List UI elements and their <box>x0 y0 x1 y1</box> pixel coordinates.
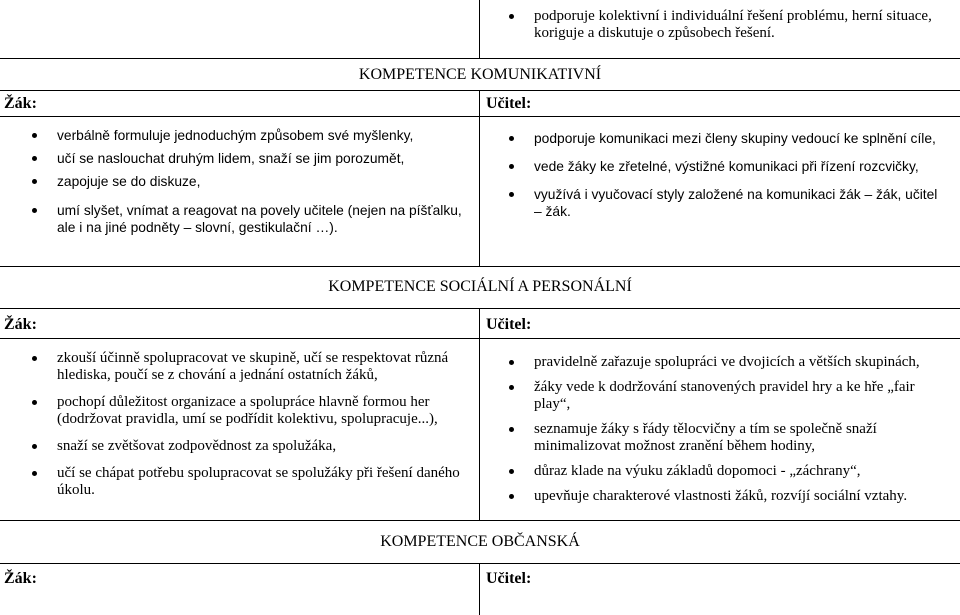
komunikativni-zak-list <box>30 127 470 236</box>
ucitel-label: Učitel: <box>486 570 532 587</box>
list-item: využívá i vyučovací styly založené na komunikaci žák – žák, učitel – žák. <box>507 186 947 220</box>
section-title-komunikativni: KOMPETENCE KOMUNIKATIVNÍ <box>358 66 602 83</box>
ucitel-label: Učitel: <box>486 316 532 333</box>
list-item: žáky vede k dodržování stanovených pravidel hry a ke hře „fair play“, <box>507 379 952 413</box>
list-item: podporuje kolektivní i individuální řešení problému, herní situace, koriguje a diskutuje o způsobech řešení. <box>507 8 947 42</box>
socialni-zak-list <box>30 350 470 499</box>
rule <box>0 116 960 117</box>
list-item: důraz klade na výuku základů dopomoci - „záchrany“, <box>507 463 952 480</box>
rule <box>0 563 960 564</box>
rule <box>0 520 960 521</box>
list-item: učí se chápat potřebu spolupracovat se spolužáky při řešení daného úkolu. <box>30 465 470 499</box>
section-title-socialni: KOMPETENCE SOCIÁLNÍ A PERSONÁLNÍ <box>328 278 632 295</box>
column-divider <box>479 90 480 266</box>
list-item: snaží se zvětšovat zodpovědnost za spolužáka, <box>30 438 470 455</box>
list-item: pravidelně zařazuje spolupráci ve dvojicích a větších skupinách, <box>507 354 952 371</box>
list-item: pochopí důležitost organizace a spolupráce hlavně formou her (dodržovat pravidla, umí se podřídit kolektivu, spolupracuje...), <box>30 394 470 428</box>
zak-label: Žák: <box>4 316 37 333</box>
column-divider <box>479 563 480 615</box>
list-item: umí slyšet, vnímat a reagovat na povely učitele (nejen na píšťalku, ale i na jiné podněty – slovní, gestikulační …). <box>30 202 470 236</box>
top-divider <box>479 0 480 58</box>
rule <box>0 90 960 91</box>
rule <box>0 266 960 267</box>
list-item: vede žáky ke zřetelné, výstižné komunikaci při řízení rozcvičky, <box>507 158 947 175</box>
top-right-list <box>507 8 947 42</box>
list-item: verbálně formuluje jednoduchým způsobem své myšlenky, <box>30 127 470 144</box>
column-divider <box>479 308 480 520</box>
komunikativni-ucitel-list <box>507 130 947 220</box>
ucitel-label: Učitel: <box>486 95 532 112</box>
rule <box>0 58 960 59</box>
socialni-ucitel-list <box>507 354 952 505</box>
list-item: upevňuje charakterové vlastnosti žáků, rozvíjí sociální vztahy. <box>507 488 952 505</box>
list-item: zkouší účinně spolupracovat ve skupině, učí se respektovat různá hlediska, poučí se z chování a jednání ostatních žáků, <box>30 350 470 384</box>
zak-label: Žák: <box>4 95 37 112</box>
rule <box>0 308 960 309</box>
zak-label: Žák: <box>4 570 37 587</box>
list-item: podporuje komunikaci mezi členy skupiny vedoucí ke splnění cíle, <box>507 130 947 147</box>
section-title-obcanska: KOMPETENCE OBČANSKÁ <box>380 533 580 550</box>
list-item: zapojuje se do diskuze, <box>30 173 470 190</box>
rule <box>0 338 960 339</box>
list-item: učí se naslouchat druhým lidem, snaží se jim porozumět, <box>30 150 470 167</box>
list-item: seznamuje žáky s řády tělocvičny a tím se společně snaží minimalizovat možnost zranění během hodiny, <box>507 421 952 455</box>
